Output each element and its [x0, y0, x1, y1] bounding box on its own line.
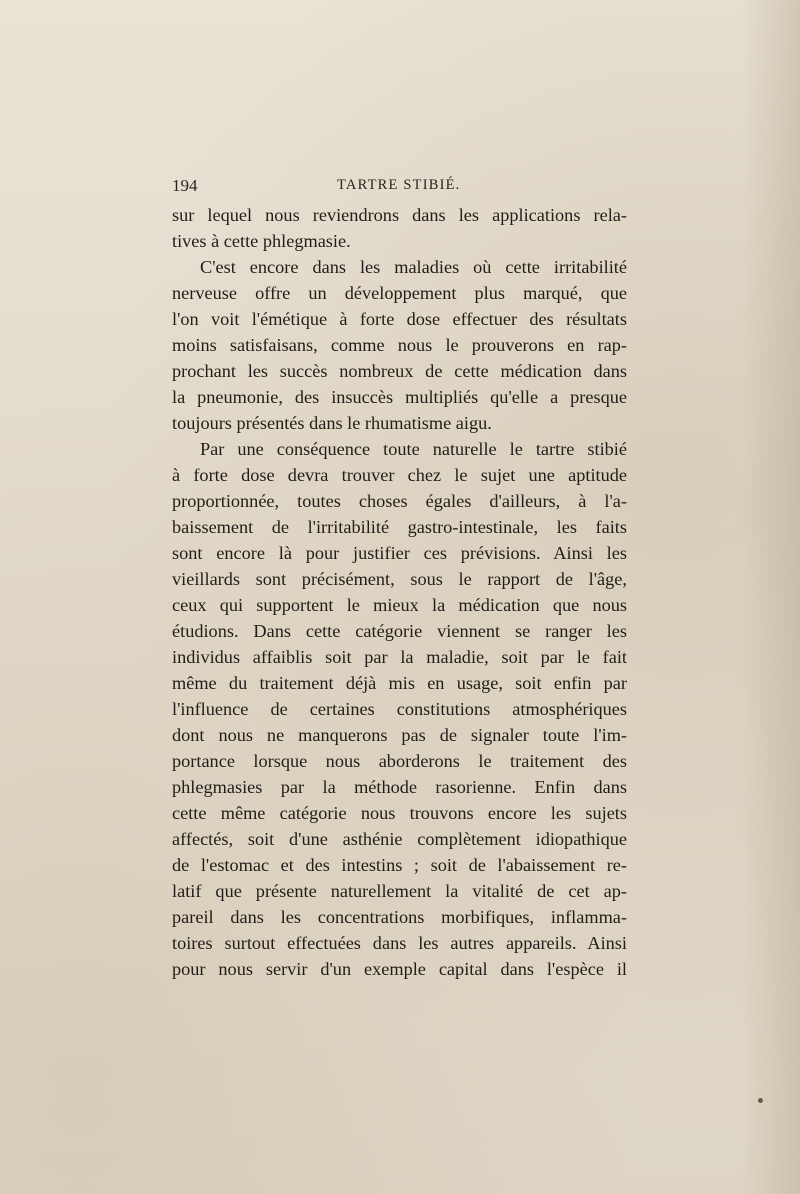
- text-line: affectés, soit d'une asthénie complètement idiopathique: [172, 829, 627, 849]
- text-line: toujours présentés dans le rhumatisme aigu.: [172, 413, 492, 433]
- page-number: 194: [172, 176, 198, 195]
- text-line: Par une conséquence toute naturelle le tartre stibié: [200, 439, 627, 459]
- text-line: phlegmasies par la méthode rasorienne. Enfin dans: [172, 777, 627, 797]
- paper-speck: [758, 1098, 763, 1103]
- text-line: individus affaiblis soit par la maladie, soit par le fait: [172, 647, 627, 667]
- page-header: [172, 176, 627, 198]
- text-line: latif que présente naturellement la vitalité de cet ap-: [172, 881, 627, 901]
- text-line: sur lequel nous reviendrons dans les applications rela-: [172, 205, 627, 225]
- page-edge-shadow: [740, 0, 800, 1194]
- text-line: pareil dans les concentrations morbifiques, inflamma-: [172, 907, 627, 927]
- text-line: nerveuse offre un développement plus marqué, que: [172, 283, 627, 303]
- running-title: TARTRE STIBIÉ.: [337, 177, 461, 193]
- text-line: de l'estomac et des intestins ; soit de l'abaissement re-: [172, 855, 627, 875]
- text-line: sont encore là pour justifier ces prévisions. Ainsi les: [172, 543, 627, 563]
- text-line: l'on voit l'émétique à forte dose effectuer des résultats: [172, 309, 627, 329]
- text-line: ceux qui supportent le mieux la médication que nous: [172, 595, 627, 615]
- text-line: proportionnée, toutes choses égales d'ailleurs, à l'a-: [172, 491, 627, 511]
- text-line: C'est encore dans les maladies où cette irritabilité: [200, 257, 627, 277]
- text-line: moins satisfaisans, comme nous le prouverons en rap-: [172, 335, 627, 355]
- text-line: l'influence de certaines constitutions atmosphériques: [172, 699, 627, 719]
- text-line: toires surtout effectuées dans les autres appareils. Ainsi: [172, 933, 627, 953]
- text-line: dont nous ne manquerons pas de signaler toute l'im-: [172, 725, 627, 745]
- text-line: étudions. Dans cette catégorie viennent se ranger les: [172, 621, 627, 641]
- text-line: la pneumonie, des insuccès multipliés qu'elle a presque: [172, 387, 627, 407]
- text-line: vieillards sont précisément, sous le rapport de l'âge,: [172, 569, 627, 589]
- text-line: même du traitement déjà mis en usage, soit enfin par: [172, 673, 627, 693]
- text-line: baissement de l'irritabilité gastro-intestinale, les faits: [172, 517, 627, 537]
- text-line: tives à cette phlegmasie.: [172, 231, 351, 251]
- text-line: prochant les succès nombreux de cette médication dans: [172, 361, 627, 381]
- text-line: portance lorsque nous aborderons le traitement des: [172, 751, 627, 771]
- text-line: pour nous servir d'un exemple capital dans l'espèce il: [172, 959, 627, 979]
- text-line: à forte dose devra trouver chez le sujet une aptitude: [172, 465, 627, 485]
- body-text: [172, 202, 627, 982]
- text-line: cette même catégorie nous trouvons encore les sujets: [172, 803, 627, 823]
